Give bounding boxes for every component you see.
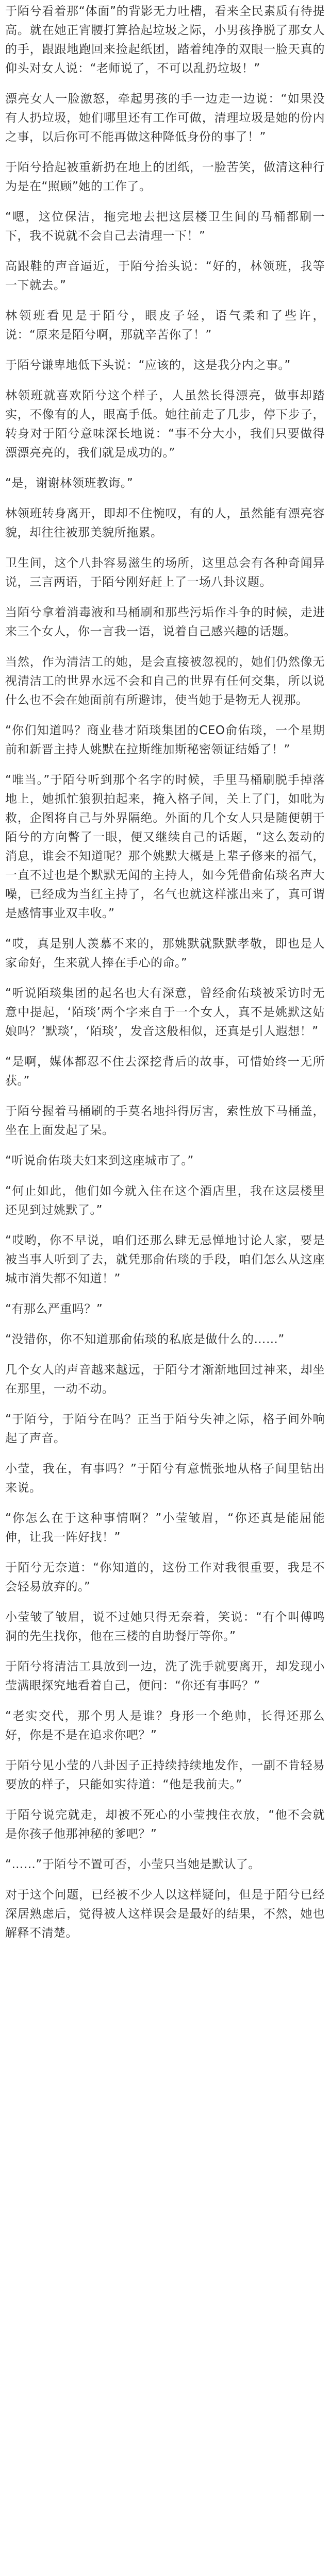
- article-paragraph: 于陌兮看着那“体面”的背影无力吐槽，看来全民素质有待提高。就在她正宵腰打算拾起垃圾之际，小男孩挣脱了那女人的手，跟跟地跑回来捡起纸团，踏着纯净的双眼一脸天真的仰头对女人说：“老师说了，不可以乱扔垃圾！”: [5, 5, 325, 75]
- article-paragraph: “……”于陌兮不置可否，小莹只当她是默认了。: [5, 1858, 260, 1871]
- article-paragraph: 林领班就喜欢陌兮这个样子，人虽然长得漂亮，做事却踏实，不像有的人，眼高手低。她往前走了几步，停下步子，转身对于陌兮意味深长地说：“事不分大小，我们只要做得漂漂亮亮的，我们就是成功的。”: [5, 389, 325, 460]
- article-paragraph: 当陌兮拿着消毒液和马桶刷和那些污垢作斗争的时候，走进来三个女人，你一言我一语，说着自己感兴趣的话题。: [5, 606, 325, 638]
- article-paragraph: 林领班看见是于陌兮，眼皮子轻，语气柔和了些许，说：“原来是陌兮啊，那就辛苦你了！”: [5, 309, 325, 342]
- article-paragraph: “听说俞佑琰夫妇来到这座城市了。”: [5, 1154, 194, 1167]
- article-paragraph: “有那么严重吗？”: [5, 1302, 103, 1316]
- article-paragraph: 漂亮女人一脸激怒，牵起男孩的手一边走一边说：“如果没有人扔垃圾，她们哪里还有工作可做，清理垃圾是她的份内之事，以后你可不能再做这种降低身份的事了！”: [5, 92, 325, 144]
- article-paragraph: “哎，真是别人羡慕不来的，那姚默就默默孝敬，即也是人家命好，生来就人捧在手心的命。”: [5, 937, 325, 970]
- article-paragraph: “你怎么在于这种事情啊？”小莹皱眉，“你还真是能屈能伸，让我一阵好找！”: [5, 1512, 325, 1544]
- article-paragraph: 几个女人的声音越来越远，于陌兮才渐渐地回过神来，却坐在那里，一动不动。: [5, 1363, 325, 1396]
- article-paragraph: “何止如此，他们如今就入住在这个酒店里，我在这层楼里还见到过姚默了。”: [5, 1184, 325, 1217]
- article-paragraph: “没错你，你不知道那俞佑琰的私底是做什么的……”: [5, 1333, 285, 1346]
- article-paragraph: “于陌兮，于陌兮在吗？正当于陌兮失神之际，格子间外响起了声音。: [5, 1413, 325, 1445]
- article-paragraph: 于陌兮握着马桶刷的手莫名地抖得厉害，索性放下马桶盖，坐在上面发起了呆。: [5, 1105, 325, 1137]
- article-paragraph: 当然，作为清洁工的她，是会直接被忽视的，她们仍然像无视清洁工的世界水远不会和自己的世界有任何交集，所以说什么也不会在她面前有所避讳，使当她于是物无人视那。: [5, 655, 325, 707]
- article-paragraph: 林领班转身离开，即却不住惋叹，有的人，虽然能有漂亮容貌，却往往被那美貌所拖累。: [5, 507, 325, 539]
- article-paragraph: 于陌兮说完就走，却被不死心的小莹拽住衣放，“他不会就是你孩子他那神秘的爹吧？”: [5, 1808, 325, 1841]
- article-paragraph: “你们知道吗？商业巷才陌琰集团的CEO俞佑琰，一个星期前和新晋主持人姚默在拉斯维加斯秘密领证结婚了！”: [5, 724, 325, 756]
- article-paragraph: 小莹，我在，有事吗？”于陌兮有意慌张地从格子间里钻出来说。: [5, 1462, 325, 1495]
- article-paragraph: 小莹皱了皱眉，说不过她只得无奈着，笑说：“有个叫傅鸣洞的先生找你，他在三楼的自助餐厅等你。”: [5, 1611, 325, 1643]
- article-paragraph: “是啊，媒体都忍不住去深挖背后的故事，可惜始终一无所获。”: [5, 1055, 325, 1088]
- article-paragraph: 于陌兮见小莹的八卦因子正持续持续地发作，一副不肯轻易要放的样子，只能如实待道：“他是我前夫。”: [5, 1759, 325, 1791]
- article-paragraph: “听说陌琰集团的起名也大有深意，曾经俞佑琰被采访时无意中提起，‘陌琰’两个字来自于一个女人，真不是姚默这姑娘吗？’默琰’，‘陌琰’，发音这般相似，还真是引人遐想！”: [5, 987, 325, 1038]
- article-paragraph: 于陌兮无奈道：“你知道的，这份工作对我很重要，我是不会轻易放弃的。”: [5, 1561, 325, 1594]
- article-paragraph: “老实交代，那个男人是谁？身形一个绝帅，长得还那么好，你是不是在追求你吧？”: [5, 1709, 325, 1742]
- article-paragraph: 高跟鞋的声音逼近，于陌兮抬头说：“好的，林领班，我等一下就去。”: [5, 260, 325, 292]
- article-paragraph: 于陌兮谦卑地低下头说：“应该的，这是我分内之事。”: [5, 359, 291, 372]
- article-paragraph: “是，谢谢林领班教诲。”: [5, 477, 134, 490]
- article-paragraph: “嗯，这位保洁，拖完地去把这层楼卫生间的马桶都刷一下，我不说就不会自己去清理一下！”: [5, 210, 325, 243]
- article-paragraph: “哎哟，你不早说，咱们还那么肆无忌惮地讨论人家，要是被当事人听到了去，就凭那俞佑琰的手段，咱们怎么从这座城市消失都不知道！”: [5, 1234, 325, 1285]
- article-paragraph: 于陌兮拾起被重新扔在地上的团纸，一脸苦笑，做清这种行为是在“照顾”她的工作了。: [5, 161, 325, 193]
- article-paragraph: 卫生间，这个八卦容易滋生的场所，这里总会有各种奇闻异说，三言两语，于陌兮刚好赶上了一场八卦议题。: [5, 556, 325, 589]
- article-paragraph: 于陌兮将清洁工具放到一边，洗了洗手就要离开，却发现小莹满眼探究地看着自己，便问：“你还有事吗？”: [5, 1660, 325, 1692]
- article-paragraph: “唯当。”于陌兮听到那个名字的时候，手里马桶刷脱手掉落地上，她抓忙狼狈拍起来，掩入格子间，关上了门，如吡为救，企图将自己与外界隔绝。外面的几个女人只是随便朝于陌兮的方向瞥了一眼，便又继续自己的话题，“这么轰动的消息，谁会不知道呢？那个姚默大概是上辈子修来的福气，一直不过也是个默默无闻的主持人，如今凭借俞佑琰名声大噪，已经成为当红主持了，名气也就这样涨出来了，真可谓是感情事业双丰收。”: [5, 773, 325, 920]
- article-paragraph: 对于这个问题，已经被不少人以这样疑问，但是于陌兮已经深居熟虑后，觉得被人这样误会是最好的结果，不然，她也解释不清楚。: [5, 1888, 325, 1940]
